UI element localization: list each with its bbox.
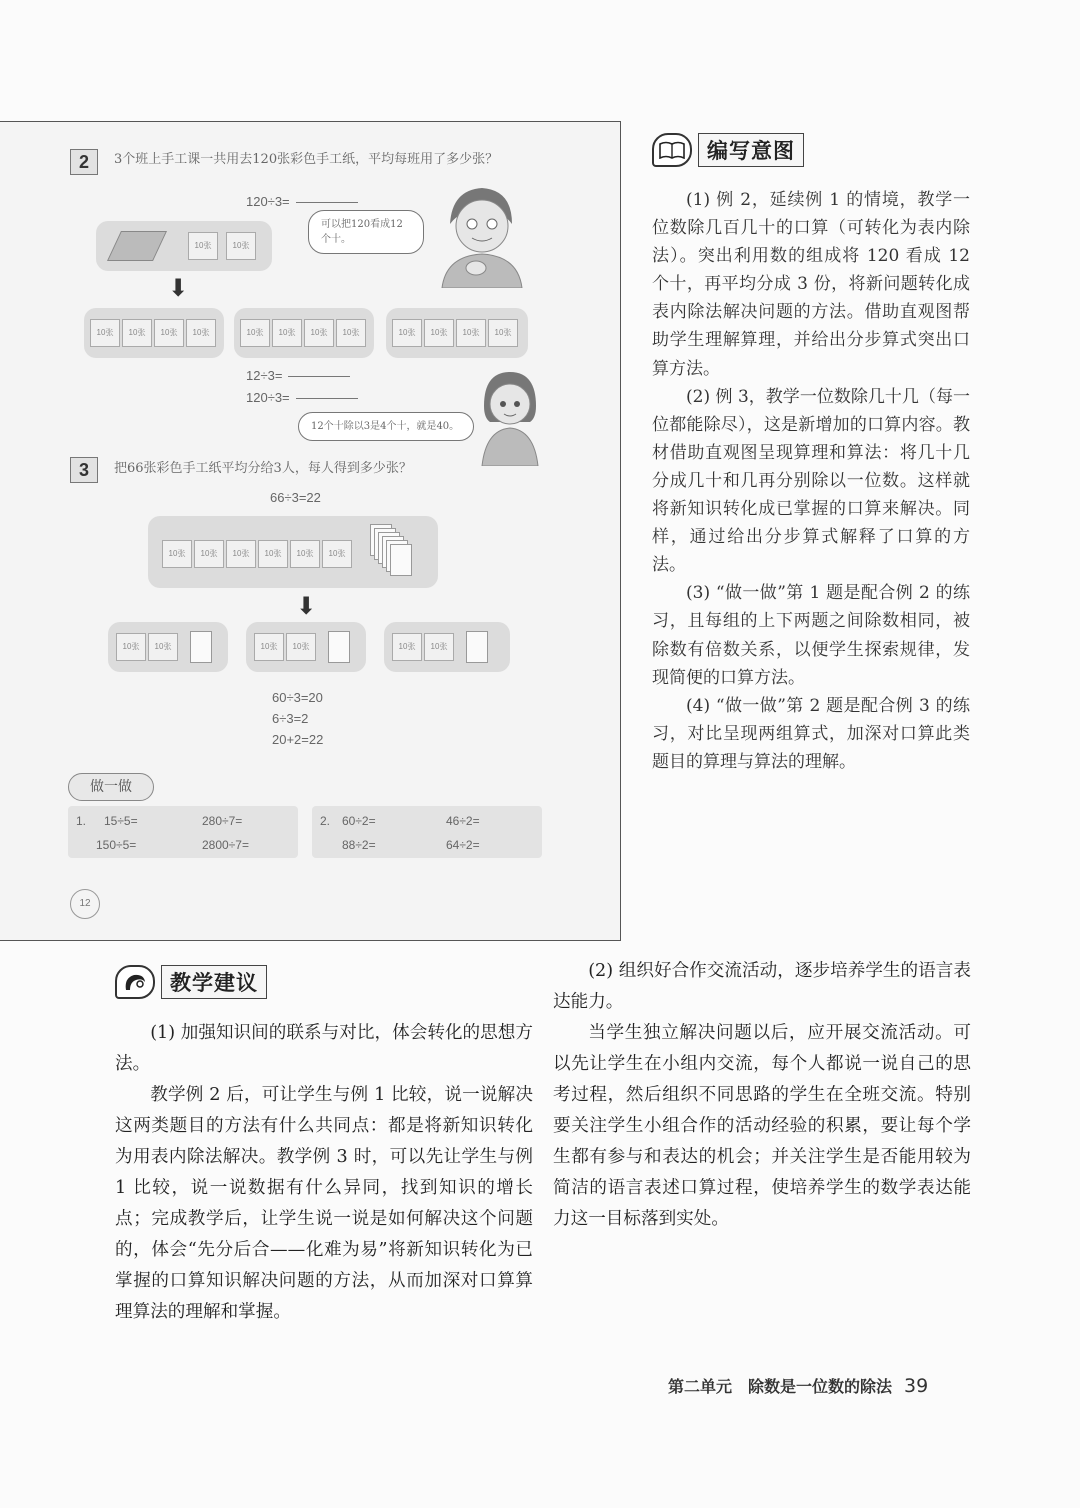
card: 10张: [194, 540, 224, 568]
single-sheet: [390, 544, 412, 576]
intent-paragraph: (1) 例 2，延续例 1 的情境，教学一位数除几百几十的口算（可转化为表内除法）。突出利用数的组成将 120 看成 12 个十，再平均分成 3 份，将新问题转化成表内除法解决问题的方法。借助直观图帮助学生理解算理，并给出分步算式突出口算方法。: [652, 190, 970, 379]
example-3-text: 把66张彩色手工纸平均分给3人，每人得到多少张？: [114, 461, 412, 476]
example-2-text: 3个班上手工课一共用去120张彩色手工纸，平均每班用了多少张？: [114, 152, 499, 167]
card: 10张: [154, 319, 184, 347]
suggestion-right-text: [553, 956, 971, 1235]
unit-title: 第二单元 除数是一位数的除法: [668, 1377, 893, 1396]
suggestion-heading: [115, 965, 267, 999]
equation-120-div-3-b: 120÷3=: [246, 390, 358, 405]
intent-text: [652, 186, 970, 776]
suggestion-paragraph: (1) 加强知识间的联系与对比，体会转化的思想方法。: [115, 1023, 533, 1074]
card: 10张: [226, 540, 256, 568]
card: 10张: [456, 319, 486, 347]
practice-label: 做一做: [68, 773, 154, 801]
equation-20-plus-2: 20+2=22: [272, 732, 324, 747]
page-footer: [668, 1374, 928, 1397]
practice-item: 280÷7=: [202, 814, 243, 828]
card: 10张: [286, 633, 316, 661]
card: 10张: [240, 319, 270, 347]
girl-figure: [474, 366, 544, 466]
single-sheet: [328, 631, 350, 663]
card: 10张: [148, 633, 178, 661]
open-book-icon: [652, 133, 692, 167]
single-sheet: [466, 631, 488, 663]
practice-item: 15÷5=: [104, 814, 138, 828]
example-3-number: 3: [70, 457, 98, 483]
suggestion-title: 教学建议: [161, 965, 267, 999]
down-arrow-icon: ⬇: [168, 274, 189, 302]
card: 10张: [188, 232, 218, 260]
card: 10张: [488, 319, 518, 347]
card: 10张: [186, 319, 216, 347]
suggestion-paragraph: 教学例 2 后，可让学生与例 1 比较，说一说解决这两类题目的方法有什么共同点：都是将新知识转化为用表内除法解决。教学例 3 时，可以先让学生与例 1 比较，说一说数据有什么异同，找到知识的增长点；完成教学后，让学生说一说是如何解决这个问题的，体会“先分后合——化难为易”将新知识转化为已掌握的口算知识解决问题的方法，从而加深对口算算理算法的理解和掌握。: [115, 1085, 533, 1322]
intent-paragraph: (3) “做一做”第 1 题是配合例 2 的练习，且每组的上下两题之间除数相同，被除数有倍数关系，以便学生探索规律，发现简便的口算方法。: [652, 583, 970, 688]
equation-6-div-3: 6÷3=2: [272, 711, 309, 726]
speech-bubble-1: 可以把120看成12个十。: [308, 210, 424, 254]
equation-12-div-3: 12÷3=: [246, 368, 350, 383]
practice-2-number: 2.: [320, 814, 331, 828]
textbook-page-number: 12: [70, 889, 100, 919]
practice-item: 60÷2=: [342, 814, 376, 828]
practice-1-box: [68, 806, 298, 858]
card: 10张: [162, 540, 192, 568]
down-arrow-icon: ⬇: [296, 592, 317, 620]
card-group: [386, 308, 528, 358]
page-number: 39: [904, 1375, 929, 1397]
intent-heading: [652, 133, 804, 167]
practice-item: 88÷2=: [342, 838, 376, 852]
intent-title: 编写意图: [698, 133, 804, 167]
boy-figure: [432, 180, 528, 288]
equation-60-div-3: 60÷3=20: [272, 690, 323, 705]
card-group-3: [246, 622, 366, 672]
card: 10张: [424, 319, 454, 347]
speech-bubble-2: 12个十除以3是4个十，就是40。: [298, 412, 474, 441]
card-group-3: [108, 622, 228, 672]
card-group: [234, 308, 374, 358]
equation-66-div-3: 66÷3=22: [270, 490, 321, 505]
card: 10张: [258, 540, 288, 568]
card: 10张: [322, 540, 352, 568]
card: 10张: [272, 319, 302, 347]
suggestion-paragraph: 当学生独立解决问题以后，应开展交流活动。可以先让学生在小组内交流，每个人都说一说自己的思考过程，然后组织不同思路的学生在全班交流。特别要关注学生小组合作的活动经验的积累，要让每个学生都有参与和表达的机会；并关注学生是否能用较为简洁的语言表述口算过程，使培养学生的数学表达能力这一目标落到实处。: [553, 1023, 971, 1229]
card: 10张: [290, 540, 320, 568]
card-stack-66: [148, 516, 438, 588]
card: 10张: [392, 319, 422, 347]
card: 10张: [254, 633, 284, 661]
card: 10张: [392, 633, 422, 661]
practice-item: 64÷2=: [446, 838, 480, 852]
card-group-3: [384, 622, 510, 672]
card: 10张: [122, 319, 152, 347]
single-sheet: [190, 631, 212, 663]
card: 10张: [304, 319, 334, 347]
textbook-excerpt: [0, 121, 621, 941]
card: 10张: [424, 633, 454, 661]
teacher-icon: [115, 965, 155, 999]
card: 10张: [90, 319, 120, 347]
card-group: [84, 308, 224, 358]
paper-pile: [107, 231, 167, 261]
card: 10张: [116, 633, 146, 661]
practice-item: 46÷2=: [446, 814, 480, 828]
suggestion-left-text: [115, 1018, 533, 1328]
intent-paragraph: (4) “做一做”第 2 题是配合例 3 的练习，对比呈现两组算式，加深对口算此类题目的算理与算法的理解。: [652, 695, 970, 772]
equation-120-div-3: 120÷3=: [246, 194, 358, 209]
intent-paragraph: (2) 例 3，教学一位数除几十几（每一位都能除尽），这是新增加的口算内容。教材借助直观图呈现算理和算法：将几十几分成几十和几再分别除以一位数。这样就将新知识转化成已掌握的口算来解决。同样，通过给出分步算式解释了口算的方法。: [652, 386, 970, 576]
card: 10张: [226, 232, 256, 260]
suggestion-paragraph: (2) 组织好合作交流活动，逐步培养学生的语言表达能力。: [553, 961, 971, 1012]
practice-item: 2800÷7=: [202, 838, 249, 852]
practice-2-box: [312, 806, 542, 858]
stack-box: [96, 221, 272, 271]
card: 10张: [336, 319, 366, 347]
practice-item: 150÷5=: [96, 838, 137, 852]
example-2-number: 2: [70, 149, 98, 175]
practice-1-number: 1.: [76, 814, 87, 828]
